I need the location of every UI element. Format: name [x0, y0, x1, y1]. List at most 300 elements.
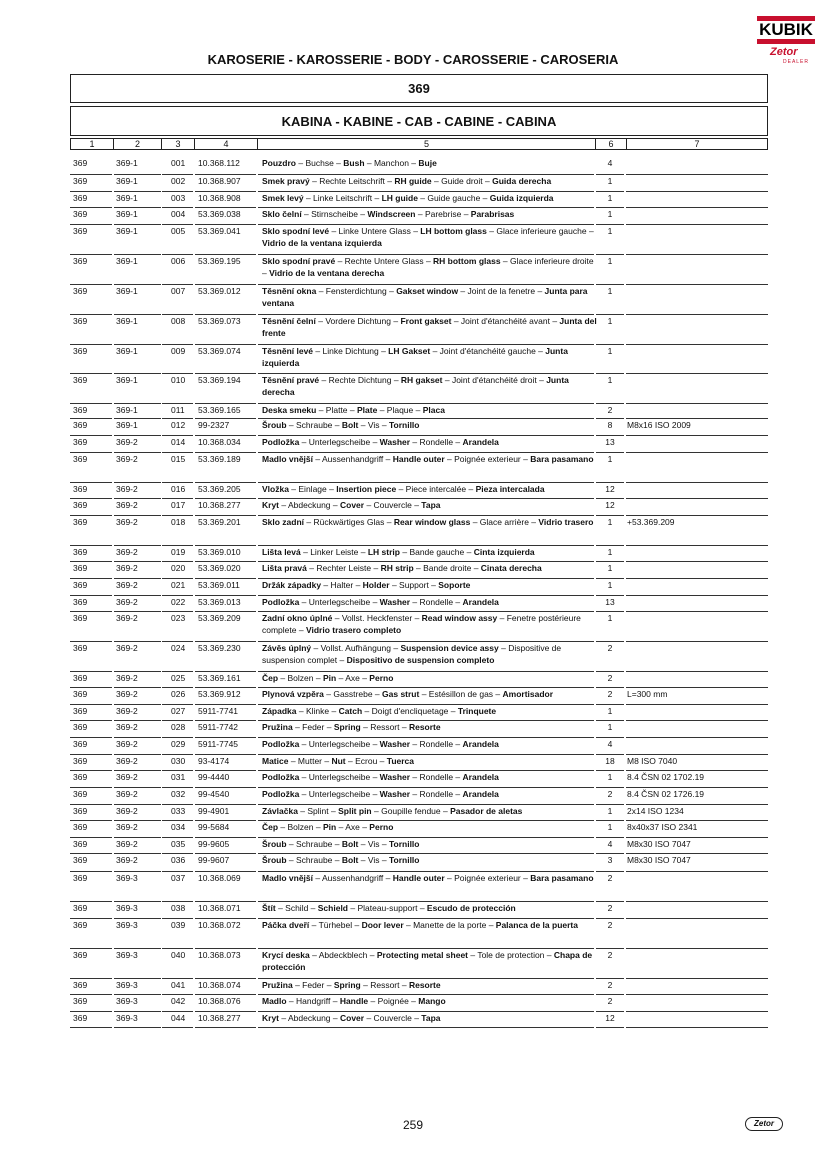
- description-term: Split pin: [338, 806, 372, 816]
- cell-description: Sklo zadní – Rückwärtiges Glas – Rear window glass – Glace arrière – Vidrio trasero: [262, 517, 594, 527]
- cell-position: 014: [171, 437, 186, 447]
- description-term: Manchon: [373, 158, 409, 168]
- description-term: Cinata derecha: [480, 563, 542, 573]
- cell-note: 2x14 ISO 1234: [627, 806, 684, 816]
- row-rule: [70, 1027, 112, 1028]
- description-term: Windscreen: [367, 209, 416, 219]
- dealer-label: DEALER: [783, 59, 810, 65]
- description-term: Ressort: [370, 722, 400, 732]
- description-term: Couvercle: [373, 1013, 412, 1023]
- description-term: Arandela: [462, 437, 499, 447]
- cell-quantity: 4: [607, 839, 613, 849]
- cell-group: 369: [73, 563, 88, 573]
- cell-quantity: 2: [607, 980, 613, 990]
- cell-note: M8x30 ISO 7047: [627, 855, 691, 865]
- cell-group: 369: [73, 209, 88, 219]
- cell-part-number: 10.368.073: [198, 950, 241, 960]
- description-term: Rechte Dichtung: [328, 375, 392, 385]
- cell-part-number: 53.369.195: [198, 256, 241, 266]
- description-term: Lišta pravá: [262, 563, 307, 573]
- description-term: Bara pasamano: [530, 873, 594, 883]
- cell-group: 369: [73, 873, 88, 883]
- description-term: Západka: [262, 706, 297, 716]
- table-row: [0, 705, 826, 721]
- table-row: [0, 499, 826, 516]
- description-term: Rondelle: [419, 437, 454, 447]
- cell-part-number: 5911-7741: [198, 706, 239, 716]
- cell-quantity: 13: [605, 437, 615, 447]
- cell-part-number: 10.368.069: [198, 873, 241, 883]
- cell-subgroup: 369-2: [116, 500, 138, 510]
- description-term: Pružina: [262, 722, 293, 732]
- description-term: Unterlegscheibe: [308, 789, 371, 799]
- description-term: Rondelle: [419, 789, 454, 799]
- description-term: Cover: [340, 1013, 365, 1023]
- description-term: Washer: [379, 789, 411, 799]
- cell-group: 369: [73, 226, 88, 236]
- description-term: Front gakset: [400, 316, 452, 326]
- cell-position: 025: [171, 673, 186, 683]
- description-term: Smek pravý: [262, 176, 310, 186]
- cell-description: Podložka – Unterlegscheibe – Washer – Rondelle – Arandela: [262, 739, 499, 749]
- description-term: Linke Untere Glass: [338, 226, 411, 236]
- description-term: Vis: [367, 855, 380, 865]
- cell-subgroup: 369-1: [116, 256, 138, 266]
- description-term: Parebrise: [424, 209, 462, 219]
- description-term: Bara pasamano: [530, 454, 594, 464]
- description-term: Vis: [367, 839, 380, 849]
- description-term: Pieza intercalada: [475, 484, 545, 494]
- description-term: Junta izquierda: [262, 346, 568, 368]
- description-term: Soporte: [438, 580, 471, 590]
- description-term: Poignée exterieur: [454, 454, 521, 464]
- description-term: Čep: [262, 673, 279, 683]
- cell-position: 030: [171, 756, 186, 766]
- cell-subgroup: 369-1: [116, 209, 138, 219]
- cell-part-number: 53.369.189: [198, 454, 241, 464]
- table-row: [0, 285, 826, 315]
- cell-description: Lišta pravá – Rechter Leiste – RH strip – Bande droite – Cinata derecha: [262, 563, 542, 573]
- cell-description: Kryt – Abdeckung – Cover – Couvercle – Tapa: [262, 1013, 441, 1023]
- cell-description: Šroub – Schraube – Bolt – Vis – Tornillo: [262, 420, 420, 430]
- description-term: Vidrio de la ventana derecha: [269, 268, 385, 278]
- cell-description: Lišta levá – Linker Leiste – LH strip – Bande gauche – Cinta izquierda: [262, 547, 535, 557]
- cell-group: 369: [73, 500, 88, 510]
- description-term: Schraube: [296, 420, 333, 430]
- cell-description: Čep – Bolzen – Pin – Axe – Perno: [262, 822, 394, 832]
- cell-quantity: 1: [607, 226, 613, 236]
- cell-description: Deska smeku – Platte – Plate – Plaque – Placa: [262, 405, 445, 415]
- cell-position: 015: [171, 454, 186, 464]
- description-term: Dispositivo de suspension completo: [346, 655, 495, 665]
- cell-note: +53.369.209: [627, 517, 675, 527]
- cell-description: Těsnění čelní – Vordere Dichtung – Front gakset – Joint d'étanchéité avant – Junta del frente: [262, 316, 597, 338]
- cell-subgroup: 369-2: [116, 706, 138, 716]
- logo-brand: KUBIK: [759, 20, 813, 39]
- table-row: [0, 612, 826, 642]
- description-term: Fensterdichtung: [325, 286, 387, 296]
- description-term: Unterlegscheibe: [308, 437, 371, 447]
- description-term: Bolt: [341, 839, 359, 849]
- cell-note: L=300 mm: [627, 689, 668, 699]
- cell-group: 369: [73, 316, 88, 326]
- zetor-logo: Zetor: [770, 46, 798, 58]
- description-term: Suspension device assy: [400, 643, 499, 653]
- cell-quantity: 13: [605, 597, 615, 607]
- cell-position: 004: [171, 209, 186, 219]
- cell-part-number: 10.368.908: [198, 193, 241, 203]
- description-term: Schield: [317, 903, 348, 913]
- cell-position: 032: [171, 789, 186, 799]
- cell-part-number: 53.369.010: [198, 547, 241, 557]
- description-term: Washer: [379, 772, 411, 782]
- cell-position: 001: [171, 158, 186, 168]
- column-header: 6: [595, 138, 627, 150]
- cell-group: 369: [73, 454, 88, 464]
- description-term: Palanca de la puerta: [495, 920, 578, 930]
- description-term: Gas strut: [382, 689, 420, 699]
- cell-position: 017: [171, 500, 186, 510]
- description-term: Handle outer: [392, 454, 445, 464]
- description-term: Glace inferieure droite: [510, 256, 594, 266]
- description-term: Rechte Leitschrift: [319, 176, 385, 186]
- description-term: Piece intercalée: [405, 484, 467, 494]
- description-term: Gasstrebe: [333, 689, 373, 699]
- cell-group: 369: [73, 689, 88, 699]
- description-term: Unterlegscheibe: [308, 739, 371, 749]
- table-row: [0, 949, 826, 979]
- cell-quantity: 2: [607, 903, 613, 913]
- description-term: Těsnění pravé: [262, 375, 320, 385]
- description-term: Šroub: [262, 855, 287, 865]
- cell-subgroup: 369-2: [116, 673, 138, 683]
- description-term: Einlage: [298, 484, 327, 494]
- cell-position: 027: [171, 706, 186, 716]
- description-term: Support: [399, 580, 429, 590]
- description-term: LH bottom glass: [420, 226, 487, 236]
- description-term: Tornillo: [388, 855, 420, 865]
- description-term: Tornillo: [388, 839, 420, 849]
- description-term: Linker Leiste: [310, 547, 359, 557]
- cell-description: Smek levý – Linke Leitschrift – LH guide – Guide gauche – Guida izquierda: [262, 193, 554, 203]
- description-term: Plate: [357, 405, 378, 415]
- cell-part-number: 53.369.013: [198, 597, 241, 607]
- cell-quantity: 1: [607, 822, 613, 832]
- cell-subgroup: 369-2: [116, 756, 138, 766]
- cell-part-number: 99-4440: [198, 772, 230, 782]
- cell-note: 8.4 ČSN 02 1702.19: [627, 772, 705, 782]
- description-term: Chapa de protección: [262, 950, 593, 972]
- cell-position: 005: [171, 226, 186, 236]
- description-term: Rondelle: [419, 772, 454, 782]
- cell-description: Madlo vnější – Aussenhandgriff – Handle outer – Poignée exterieur – Bara pasamano: [262, 454, 594, 464]
- cell-subgroup: 369-2: [116, 722, 138, 732]
- cell-quantity: 12: [605, 1013, 615, 1023]
- description-term: Aussenhandgriff: [322, 454, 384, 464]
- cell-subgroup: 369-1: [116, 286, 138, 296]
- table-row: [0, 995, 826, 1012]
- description-term: Těsnění čelní: [262, 316, 316, 326]
- cell-quantity: 4: [607, 739, 613, 749]
- cell-subgroup: 369-2: [116, 839, 138, 849]
- cell-group: 369: [73, 920, 88, 930]
- description-term: Vollst. Heckfenster: [341, 613, 413, 623]
- cell-part-number: 53.369.038: [198, 209, 241, 219]
- cell-description: Závěs úplný – Vollst. Aufhängung – Suspension device assy – Dispositive de suspension complet – Dispositivo de suspension completo: [262, 643, 562, 665]
- cell-description: Podložka – Unterlegscheibe – Washer – Rondelle – Arandela: [262, 772, 499, 782]
- cell-group: 369: [73, 613, 88, 623]
- cell-position: 042: [171, 996, 186, 1006]
- description-term: Poignée: [377, 996, 409, 1006]
- description-term: Lišta levá: [262, 547, 301, 557]
- cell-position: 037: [171, 873, 186, 883]
- cell-group: 369: [73, 903, 88, 913]
- cell-quantity: 1: [607, 613, 613, 623]
- description-term: Tole de protection: [477, 950, 545, 960]
- cell-quantity: 2: [607, 920, 613, 930]
- description-term: Podložka: [262, 597, 300, 607]
- description-term: Ressort: [370, 980, 400, 990]
- row-rule: [258, 1027, 594, 1028]
- cell-part-number: 5911-7742: [198, 722, 239, 732]
- cell-position: 020: [171, 563, 186, 573]
- cell-position: 034: [171, 822, 186, 832]
- cell-group: 369: [73, 706, 88, 716]
- cell-part-number: 99-9605: [198, 839, 230, 849]
- description-term: Matice: [262, 756, 289, 766]
- cell-group: 369: [73, 517, 88, 527]
- description-term: Sklo spodní pravé: [262, 256, 336, 266]
- description-term: Deska smeku: [262, 405, 317, 415]
- table-row: [0, 483, 826, 499]
- description-term: Joint d'étanchéité gauche: [439, 346, 536, 356]
- cell-part-number: 10.368.277: [198, 500, 241, 510]
- cell-quantity: 2: [607, 689, 613, 699]
- description-term: Poignée exterieur: [454, 873, 521, 883]
- description-term: Ecrou: [355, 756, 378, 766]
- cell-position: 019: [171, 547, 186, 557]
- table-row: [0, 688, 826, 705]
- cell-part-number: 93-4174: [198, 756, 230, 766]
- cell-part-number: 53.369.012: [198, 286, 241, 296]
- cell-group: 369: [73, 256, 88, 266]
- description-term: Holder: [362, 580, 390, 590]
- description-term: Pin: [322, 822, 337, 832]
- description-term: Sklo čelní: [262, 209, 302, 219]
- description-term: Goupille fendue: [381, 806, 441, 816]
- page-title: KAROSERIE - KAROSSERIE - BODY - CAROSSERIE - CAROSERIA: [207, 52, 619, 67]
- cell-quantity: 1: [607, 346, 613, 356]
- description-term: Těsnění okna: [262, 286, 317, 296]
- cell-quantity: 1: [607, 806, 613, 816]
- cell-description: Sklo čelní – Stirnscheibe – Windscreen – Parebrise – Parabrisas: [262, 209, 515, 219]
- description-term: Rechte Untere Glass: [344, 256, 424, 266]
- table-row: [0, 419, 826, 436]
- cell-position: 029: [171, 739, 186, 749]
- cell-subgroup: 369-2: [116, 597, 138, 607]
- cell-part-number: 99-2327: [198, 420, 230, 430]
- cell-quantity: 2: [607, 950, 613, 960]
- description-term: Joint de la fenetre: [467, 286, 536, 296]
- cell-group: 369: [73, 547, 88, 557]
- page-number: 259: [402, 1118, 424, 1132]
- cell-quantity: 1: [607, 375, 613, 385]
- description-term: Bolzen: [287, 673, 314, 683]
- cell-quantity: 1: [607, 580, 613, 590]
- cell-description: Západka – Klinke – Catch – Doigt d'encliquetage – Trinquete: [262, 706, 497, 716]
- cell-note: M8x30 ISO 7047: [627, 839, 691, 849]
- cell-position: 040: [171, 950, 186, 960]
- cell-part-number: 53.369.161: [198, 673, 241, 683]
- cell-description: Těsnění levé – Linke Dichtung – LH Gakset – Joint d'étanchéité gauche – Junta izquierda: [262, 346, 568, 368]
- table-row: [0, 315, 826, 345]
- table-row: [0, 562, 826, 579]
- cell-position: 022: [171, 597, 186, 607]
- row-rule: [626, 1027, 768, 1028]
- cell-quantity: 1: [607, 454, 613, 464]
- description-term: Junta derecha: [262, 375, 569, 397]
- column-header: 7: [626, 138, 768, 150]
- cell-subgroup: 369-2: [116, 517, 138, 527]
- table-row: [0, 516, 826, 546]
- cell-part-number: 53.369.912: [198, 689, 241, 699]
- description-term: Schild: [285, 903, 309, 913]
- row-rule: [162, 1027, 193, 1028]
- description-term: LH strip: [367, 547, 400, 557]
- description-term: Rondelle: [419, 739, 454, 749]
- cell-group: 369: [73, 772, 88, 782]
- cell-subgroup: 369-3: [116, 903, 138, 913]
- cell-part-number: 53.369.041: [198, 226, 241, 236]
- cell-quantity: 1: [607, 563, 613, 573]
- cell-part-number: 53.369.074: [198, 346, 241, 356]
- description-term: Bolzen: [287, 822, 314, 832]
- table-row: [0, 755, 826, 771]
- cell-group: 369: [73, 484, 88, 494]
- description-term: Podložka: [262, 739, 300, 749]
- cell-subgroup: 369-2: [116, 822, 138, 832]
- description-term: Klinke: [305, 706, 330, 716]
- table-row: [0, 788, 826, 805]
- description-term: Parabrisas: [470, 209, 515, 219]
- cell-subgroup: 369-2: [116, 613, 138, 623]
- description-term: Rückwärtiges Glas: [313, 517, 385, 527]
- cell-quantity: 2: [607, 405, 613, 415]
- description-term: Mutter: [297, 756, 323, 766]
- cell-part-number: 99-4540: [198, 789, 230, 799]
- cell-position: 009: [171, 346, 186, 356]
- section-title: KABINA - KABINE - CAB - CABINE - CABINA: [70, 106, 768, 136]
- cell-subgroup: 369-1: [116, 226, 138, 236]
- table-row: [0, 436, 826, 453]
- cell-description: Sklo spodní pravé – Rechte Untere Glass – RH bottom glass – Glace inferieure droite – Vidrio de la ventana derecha: [262, 256, 594, 278]
- cell-quantity: 1: [607, 722, 613, 732]
- description-term: Těsnění levé: [262, 346, 314, 356]
- description-term: Feder: [302, 722, 325, 732]
- cell-quantity: 1: [607, 547, 613, 557]
- description-term: Abdeckung: [288, 500, 331, 510]
- cell-part-number: 10.368.277: [198, 1013, 241, 1023]
- description-term: Páčka dveří: [262, 920, 310, 930]
- description-term: Rechter Leiste: [316, 563, 372, 573]
- description-term: Závěs úplný: [262, 643, 312, 653]
- description-term: Tapa: [421, 1013, 441, 1023]
- cell-subgroup: 369-1: [116, 346, 138, 356]
- cell-subgroup: 369-3: [116, 873, 138, 883]
- description-term: Čep: [262, 822, 279, 832]
- cell-group: 369: [73, 420, 88, 430]
- cell-part-number: 53.369.201: [198, 517, 241, 527]
- description-term: Fenetre postérieure complete: [262, 613, 581, 635]
- cell-description: Sklo spodní levé – Linke Untere Glass – LH bottom glass – Glace inferieure gauche – Vidrio de la ventana izquierda: [262, 226, 594, 248]
- cell-subgroup: 369-1: [116, 193, 138, 203]
- cell-group: 369: [73, 980, 88, 990]
- cell-quantity: 12: [605, 484, 615, 494]
- cell-quantity: 12: [605, 500, 615, 510]
- cell-group: 369: [73, 822, 88, 832]
- description-term: Pin: [322, 673, 337, 683]
- kubik-logo: [757, 16, 815, 46]
- description-term: Vidrio trasero completo: [305, 625, 402, 635]
- description-term: Plynová vzpěra: [262, 689, 324, 699]
- table-row: [0, 805, 826, 821]
- cell-part-number: 53.369.020: [198, 563, 241, 573]
- table-row: [0, 721, 826, 738]
- cell-subgroup: 369-2: [116, 806, 138, 816]
- cell-description: Těsnění pravé – Rechte Dichtung – RH gakset – Joint d'étanchéité droit – Junta derecha: [262, 375, 569, 397]
- description-term: Šroub: [262, 420, 287, 430]
- cell-description: Podložka – Unterlegscheibe – Washer – Rondelle – Arandela: [262, 597, 499, 607]
- cell-position: 011: [171, 405, 185, 415]
- cell-position: 021: [171, 580, 186, 590]
- cell-quantity: 1: [607, 209, 613, 219]
- cell-note: 8x40x37 ISO 2341: [627, 822, 698, 832]
- description-term: Axe: [345, 822, 360, 832]
- description-term: Joint d'étanchéité avant: [460, 316, 550, 326]
- description-term: Bush: [343, 158, 365, 168]
- cell-description: Pružina – Feder – Spring – Ressort – Resorte: [262, 980, 441, 990]
- description-term: Gakset window: [396, 286, 459, 296]
- description-term: Sklo zadní: [262, 517, 305, 527]
- description-term: Madlo vnější: [262, 454, 314, 464]
- description-term: Guide gauche: [427, 193, 481, 203]
- cell-part-number: 10.368.034: [198, 437, 241, 447]
- table-row: [0, 738, 826, 755]
- description-term: Arandela: [462, 739, 499, 749]
- cell-description: Páčka dveří – Türhebel – Door lever – Manette de la porte – Palanca de la puerta: [262, 920, 578, 930]
- description-term: Handle outer: [392, 873, 445, 883]
- cell-group: 369: [73, 193, 88, 203]
- cell-part-number: 53.369.230: [198, 643, 241, 653]
- cell-quantity: 1: [607, 256, 613, 266]
- cell-part-number: 53.369.194: [198, 375, 241, 385]
- description-term: Doigt d'encliquetage: [371, 706, 449, 716]
- cell-position: 041: [171, 980, 186, 990]
- cell-description: Podložka – Unterlegscheibe – Washer – Rondelle – Arandela: [262, 437, 499, 447]
- description-term: Perno: [369, 822, 394, 832]
- cell-position: 008: [171, 316, 186, 326]
- cell-part-number: 10.368.074: [198, 980, 241, 990]
- description-term: Washer: [379, 739, 411, 749]
- table-row: [0, 821, 826, 838]
- description-term: Abdeckung: [288, 1013, 331, 1023]
- table-row: [0, 979, 826, 995]
- cell-quantity: 1: [607, 286, 613, 296]
- table-row: [0, 771, 826, 788]
- description-term: Washer: [379, 597, 411, 607]
- description-term: Guida izquierda: [489, 193, 554, 203]
- description-term: Plateau-support: [357, 903, 418, 913]
